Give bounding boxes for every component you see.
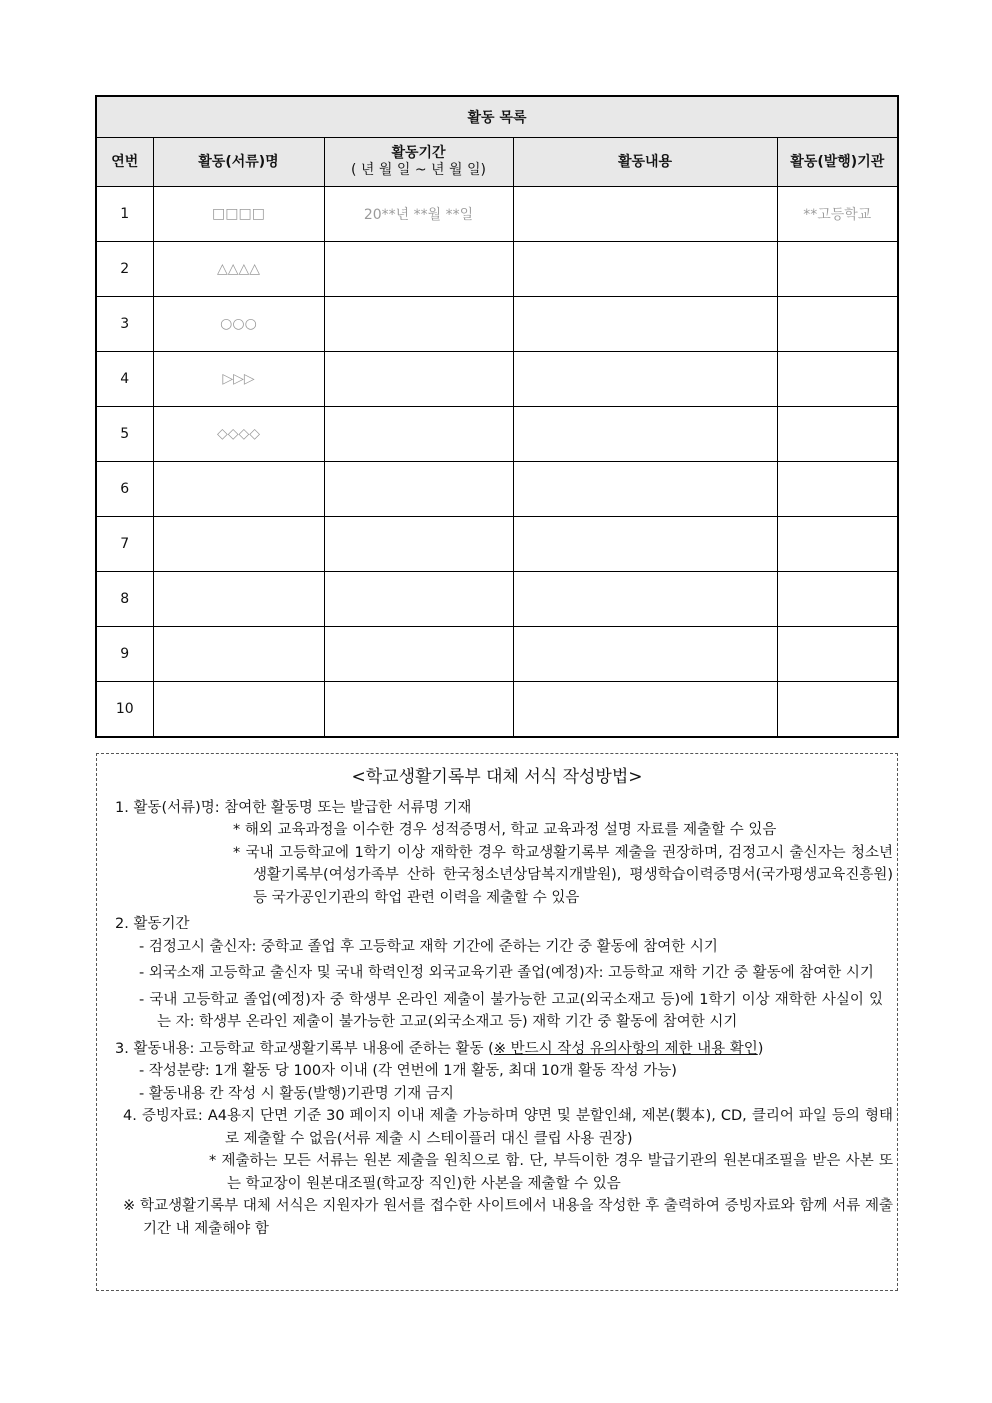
instruction-2: 2. 활동기간 <box>115 916 190 932</box>
table-row <box>96 187 898 242</box>
row-content[interactable] <box>513 462 777 517</box>
row-activity-name[interactable] <box>153 572 324 627</box>
row-no: 3 <box>96 297 153 352</box>
header-period <box>324 138 513 187</box>
table-row <box>96 682 898 738</box>
table-row <box>96 572 898 627</box>
row-activity-name[interactable] <box>153 627 324 682</box>
row-organization[interactable] <box>777 242 898 297</box>
row-period[interactable] <box>324 462 513 517</box>
instruction-3-text: 3. 활동내용: 고등학교 학교생활기록부 내용에 준하는 활동 ( <box>115 1040 494 1057</box>
table-row <box>96 297 898 352</box>
row-content[interactable] <box>513 627 777 682</box>
instructions-title: <학교생활기록부 대체 서식 작성방법> <box>351 767 643 787</box>
instruction-3-a: - 작성분량: 1개 활동 당 100자 이내 (각 연번에 1개 활동, 최대 10개 활동 작성 가능) <box>139 1063 677 1079</box>
row-content[interactable] <box>513 352 777 407</box>
row-content[interactable] <box>513 407 777 462</box>
instruction-final-note: ※ 학교생활기록부 대체 서식은 지원자가 원서를 접수한 사이트에서 내용을 작성한 후 출력하여 증빙자료와 함께 서류 제출기간 내 제출해야 함 <box>123 1198 893 1237</box>
row-organization[interactable]: **고등학교 <box>777 187 898 242</box>
row-no: 6 <box>96 462 153 517</box>
row-organization[interactable] <box>777 517 898 572</box>
row-organization[interactable] <box>777 627 898 682</box>
row-activity-name[interactable] <box>153 682 324 738</box>
row-period[interactable] <box>324 517 513 572</box>
instruction-4-note: * 제출하는 모든 서류는 원본 제출을 원칙으로 함. 단, 부득이한 경우 발급기관의 원본대조필을 받은 사본 또는 학교장이 원본대조필(학교장 직인)한 사본을 제출할 수 있음 <box>209 1153 893 1192</box>
table-row <box>96 242 898 297</box>
header-organization: 활동(발행)기관 <box>777 138 898 187</box>
header-period-format: ( 년 월 일 ~ 년 월 일) <box>351 162 486 178</box>
row-content[interactable] <box>513 242 777 297</box>
row-period[interactable] <box>324 682 513 738</box>
row-content[interactable] <box>513 187 777 242</box>
row-organization[interactable] <box>777 297 898 352</box>
row-no: 4 <box>96 352 153 407</box>
row-no: 2 <box>96 242 153 297</box>
row-no: 1 <box>96 187 153 242</box>
row-content[interactable] <box>513 297 777 352</box>
table-title: 활동 목록 <box>96 96 898 138</box>
row-period[interactable] <box>324 627 513 682</box>
table-row <box>96 352 898 407</box>
table-row <box>96 627 898 682</box>
table-row <box>96 407 898 462</box>
instruction-3-close: ) <box>757 1040 764 1057</box>
row-activity-name[interactable]: ◇◇◇◇ <box>153 407 324 462</box>
header-activity-name: 활동(서류)명 <box>153 138 324 187</box>
table-row <box>96 462 898 517</box>
instruction-2-b: - 외국소재 고등학교 출신자 및 국내 학력인정 외국교육기관 졸업(예정)자: 고등학교 재학 기간 중 활동에 참여한 시기 <box>139 965 874 981</box>
row-organization[interactable] <box>777 407 898 462</box>
instruction-4: 4. 증빙자료: A4용지 단면 기준 30 페이지 이내 제출 가능하며 양면 및 분할인쇄, 제본(製本), CD, 클리어 파일 등의 형태로 제출할 수 없음(서류 제출 시 스테이플러 대신 클립 사용 권장) <box>123 1108 893 1147</box>
row-period[interactable] <box>324 572 513 627</box>
row-period[interactable] <box>324 352 513 407</box>
instruction-2-c: - 국내 고등학교 졸업(예정)자 중 학생부 온라인 제출이 불가능한 고교(외국소재고 등)에 1학기 이상 재학한 사실이 있는 자: 학생부 온라인 제출이 불가능한 고교(외국소재고 등) 재학 기간 중 활동에 참여한 시기 <box>139 991 883 1030</box>
header-no: 연번 <box>96 138 153 187</box>
instruction-2-a: - 검정고시 출신자: 중학교 졸업 후 고등학교 재학 기간에 준하는 기간 중 활동에 참여한 시기 <box>139 938 718 955</box>
row-organization[interactable] <box>777 572 898 627</box>
writing-instructions-box <box>96 753 898 1291</box>
instruction-1: 1. 활동(서류)명: 참여한 활동명 또는 발급한 서류명 기재 <box>115 799 472 816</box>
row-period[interactable] <box>324 242 513 297</box>
row-no: 9 <box>96 627 153 682</box>
row-activity-name[interactable]: ○○○ <box>153 297 324 352</box>
row-activity-name[interactable]: ▷▷▷ <box>153 352 324 407</box>
instruction-3-b: - 활동내용 칸 작성 시 활동(발행)기관명 기재 금지 <box>139 1085 454 1102</box>
row-activity-name[interactable]: □□□□ <box>153 187 324 242</box>
row-activity-name[interactable]: △△△△ <box>153 242 324 297</box>
row-period[interactable] <box>324 297 513 352</box>
header-period-label: 활동기간 <box>391 145 446 161</box>
row-no: 8 <box>96 572 153 627</box>
activity-list-table <box>95 95 899 738</box>
row-activity-name[interactable] <box>153 462 324 517</box>
table-row <box>96 517 898 572</box>
row-organization[interactable] <box>777 682 898 738</box>
instruction-1-note-b: * 국내 고등학교에 1학기 이상 재학한 경우 학교생활기록부 제출을 권장하며, 검정고시 출신자는 청소년생활기록부(여성가족부 산하 한국청소년상담복지개발원), 평생학습이력증명서(국가평생교육진흥원) 등 국가공인기관의 학업 관련 이력을 제출할 수 있음 <box>233 844 893 906</box>
row-content[interactable] <box>513 572 777 627</box>
row-no: 10 <box>96 682 153 738</box>
row-organization[interactable] <box>777 352 898 407</box>
instruction-1-note-a: * 해외 교육과정을 이수한 경우 성적증명서, 학교 교육과정 설명 자료를 제출할 수 있음 <box>233 822 777 838</box>
row-period[interactable] <box>324 407 513 462</box>
row-no: 7 <box>96 517 153 572</box>
row-organization[interactable] <box>777 462 898 517</box>
row-content[interactable] <box>513 682 777 738</box>
instruction-3-underlined: ※ 반드시 작성 유의사항의 제한 내용 확인 <box>493 1040 758 1057</box>
instruction-3 <box>115 1038 897 1061</box>
row-activity-name[interactable] <box>153 517 324 572</box>
header-content: 활동내용 <box>513 138 777 187</box>
row-content[interactable] <box>513 517 777 572</box>
row-no: 5 <box>96 407 153 462</box>
row-period[interactable]: 20**년 **월 **일 <box>324 187 513 242</box>
